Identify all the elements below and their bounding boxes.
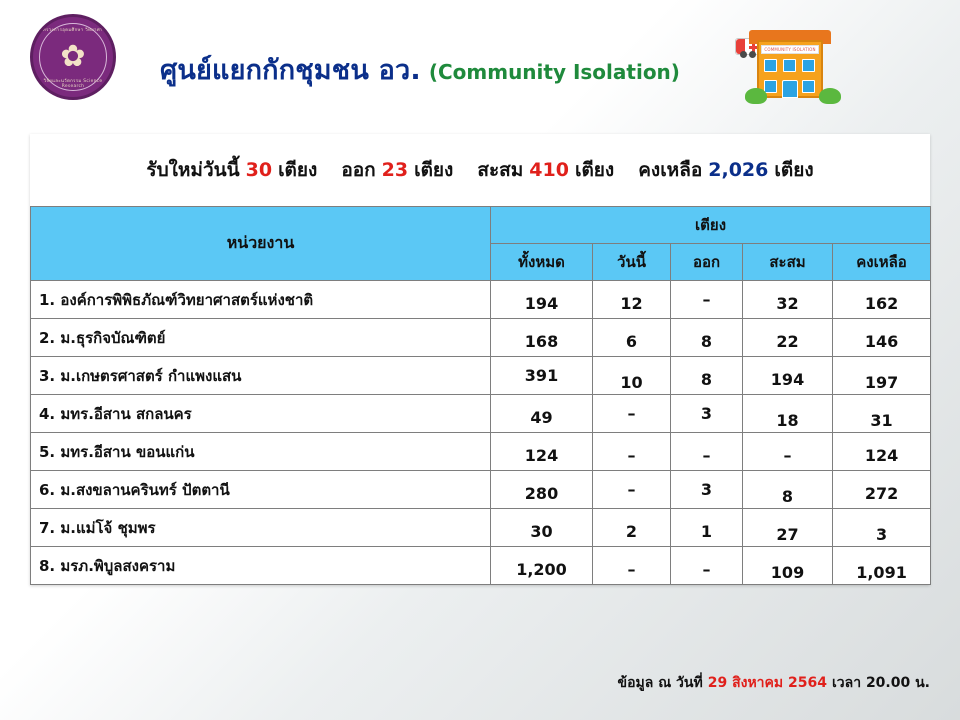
cell-remaining: 272 — [833, 471, 931, 509]
cell-agency: 5. มทร.อีสาน ขอนแก่น — [31, 433, 491, 471]
cell-remaining: 197 — [833, 357, 931, 395]
cell-agency: 1. องค์การพิพิธภัณฑ์วิทยาศาสตร์แห่งชาติ — [31, 281, 491, 319]
building-window-icon — [764, 59, 777, 72]
cell-today: – — [593, 395, 671, 433]
summary-new — [146, 155, 317, 185]
beds-table-body — [31, 281, 931, 585]
table-row — [31, 281, 931, 319]
summary-out-label: ออก — [341, 159, 376, 181]
logo-text-top: กระทรวงการอุดมศึกษา วิทยาศาสตร์ — [34, 28, 112, 33]
column-header-total: ทั้งหมด — [491, 244, 593, 281]
summary-out — [341, 155, 453, 185]
column-header-cumulative: สะสม — [743, 244, 833, 281]
building-window-icon — [802, 59, 815, 72]
beds-table-head — [31, 207, 931, 281]
cell-agency: 3. ม.เกษตรศาสตร์ กำแพงแสน — [31, 357, 491, 395]
cell-cumulative: – — [743, 433, 833, 471]
summary-cumulative-value: 410 — [529, 159, 569, 181]
cell-cumulative: 109 — [743, 547, 833, 585]
cell-out: 1 — [671, 509, 743, 547]
footer-timestamp — [618, 672, 930, 694]
summary-cumulative-unit: เตียง — [574, 159, 615, 181]
summary-cumulative-label: สะสม — [477, 159, 524, 181]
table-row — [31, 395, 931, 433]
building-door-icon — [782, 80, 798, 98]
table-row — [31, 433, 931, 471]
cell-today: – — [593, 471, 671, 509]
cell-out: – — [671, 547, 743, 585]
cell-total: 168 — [491, 319, 593, 357]
cell-total: 124 — [491, 433, 593, 471]
cell-out: 8 — [671, 357, 743, 395]
table-row — [31, 547, 931, 585]
summary-new-value: 30 — [245, 159, 273, 181]
cell-cumulative: 18 — [743, 395, 833, 433]
table-row — [31, 509, 931, 547]
bush-icon — [745, 88, 767, 104]
footer-prefix: ข้อมูล ณ วันที่ — [617, 675, 703, 691]
logo-text-bottom: วิจัยและนวัตกรรม Science Research — [43, 79, 103, 89]
page-header — [0, 0, 960, 118]
report-card — [30, 134, 930, 585]
cell-cumulative: 8 — [743, 471, 833, 509]
cell-out: 3 — [671, 471, 743, 509]
column-header-out: ออก — [671, 244, 743, 281]
cell-agency: 4. มทร.อีสาน สกลนคร — [31, 395, 491, 433]
cell-out: – — [671, 433, 743, 471]
summary-cumulative — [477, 155, 614, 185]
summary-new-label: รับใหม่วันนี้ — [146, 159, 240, 181]
footer-suffix: เวลา 20.00 น. — [831, 675, 930, 691]
column-header-agency: หน่วยงาน — [31, 207, 491, 281]
cell-total: 30 — [491, 509, 593, 547]
cell-total: 49 — [491, 395, 593, 433]
logo-emblem-icon: ✿ — [60, 39, 86, 74]
cell-today: 10 — [593, 357, 671, 395]
summary-remaining-unit: เตียง — [774, 159, 814, 181]
table-row — [31, 471, 931, 509]
cell-cumulative: 194 — [743, 357, 833, 395]
summary-remaining-label: คงเหลือ — [638, 159, 703, 181]
cell-total: 280 — [491, 471, 593, 509]
cell-agency: 2. ม.ธุรกิจบัณฑิตย์ — [31, 319, 491, 357]
table-row — [31, 319, 931, 357]
cell-today: – — [593, 433, 671, 471]
cell-agency: 6. ม.สงขลานครินทร์ ปัตตานี — [31, 471, 491, 509]
cell-remaining: 1,091 — [833, 547, 931, 585]
table-row — [31, 357, 931, 395]
isolation-building-illustration — [735, 16, 845, 108]
building-window-icon — [802, 80, 815, 93]
column-header-today: วันนี้ — [593, 244, 671, 281]
bush-icon — [819, 88, 841, 104]
page-title-thai: ศูนย์แยกกักชุมชน อว. — [160, 55, 421, 86]
footer-date: 29 สิงหาคม 2564 — [707, 675, 827, 691]
cell-total: 391 — [491, 357, 593, 395]
cell-today: 12 — [593, 281, 671, 319]
cell-total: 194 — [491, 281, 593, 319]
building-sign: COMMUNITY ISOLATION — [761, 45, 819, 54]
cell-today: – — [593, 547, 671, 585]
summary-out-unit: เตียง — [414, 159, 454, 181]
cell-agency: 7. ม.แม่โจ้ ชุมพร — [31, 509, 491, 547]
cell-remaining: 31 — [833, 395, 931, 433]
summary-bar — [30, 134, 930, 206]
cell-today: 2 — [593, 509, 671, 547]
page-title-english: (Community Isolation) — [428, 60, 680, 84]
beds-table — [30, 206, 931, 585]
summary-remaining-value: 2,026 — [708, 159, 769, 181]
cell-out: 8 — [671, 319, 743, 357]
summary-remaining — [638, 155, 813, 185]
cell-remaining: 162 — [833, 281, 931, 319]
cell-cumulative: 27 — [743, 509, 833, 547]
table-header-row-1 — [31, 207, 931, 244]
summary-out-value: 23 — [381, 159, 409, 181]
column-header-remaining: คงเหลือ — [833, 244, 931, 281]
building-window-icon — [764, 80, 777, 93]
cell-today: 6 — [593, 319, 671, 357]
cell-remaining: 146 — [833, 319, 931, 357]
cell-out: 3 — [671, 395, 743, 433]
cell-total: 1,200 — [491, 547, 593, 585]
cell-out: – — [671, 281, 743, 319]
column-group-header-beds: เตียง — [491, 207, 931, 244]
cell-cumulative: 32 — [743, 281, 833, 319]
cell-cumulative: 22 — [743, 319, 833, 357]
page-title — [160, 48, 680, 91]
cell-remaining: 3 — [833, 509, 931, 547]
summary-new-unit: เตียง — [278, 159, 318, 181]
cell-agency: 8. มรภ.พิบูลสงคราม — [31, 547, 491, 585]
moste-seal-logo — [30, 14, 116, 100]
cell-remaining: 124 — [833, 433, 931, 471]
building-window-icon — [783, 59, 796, 72]
